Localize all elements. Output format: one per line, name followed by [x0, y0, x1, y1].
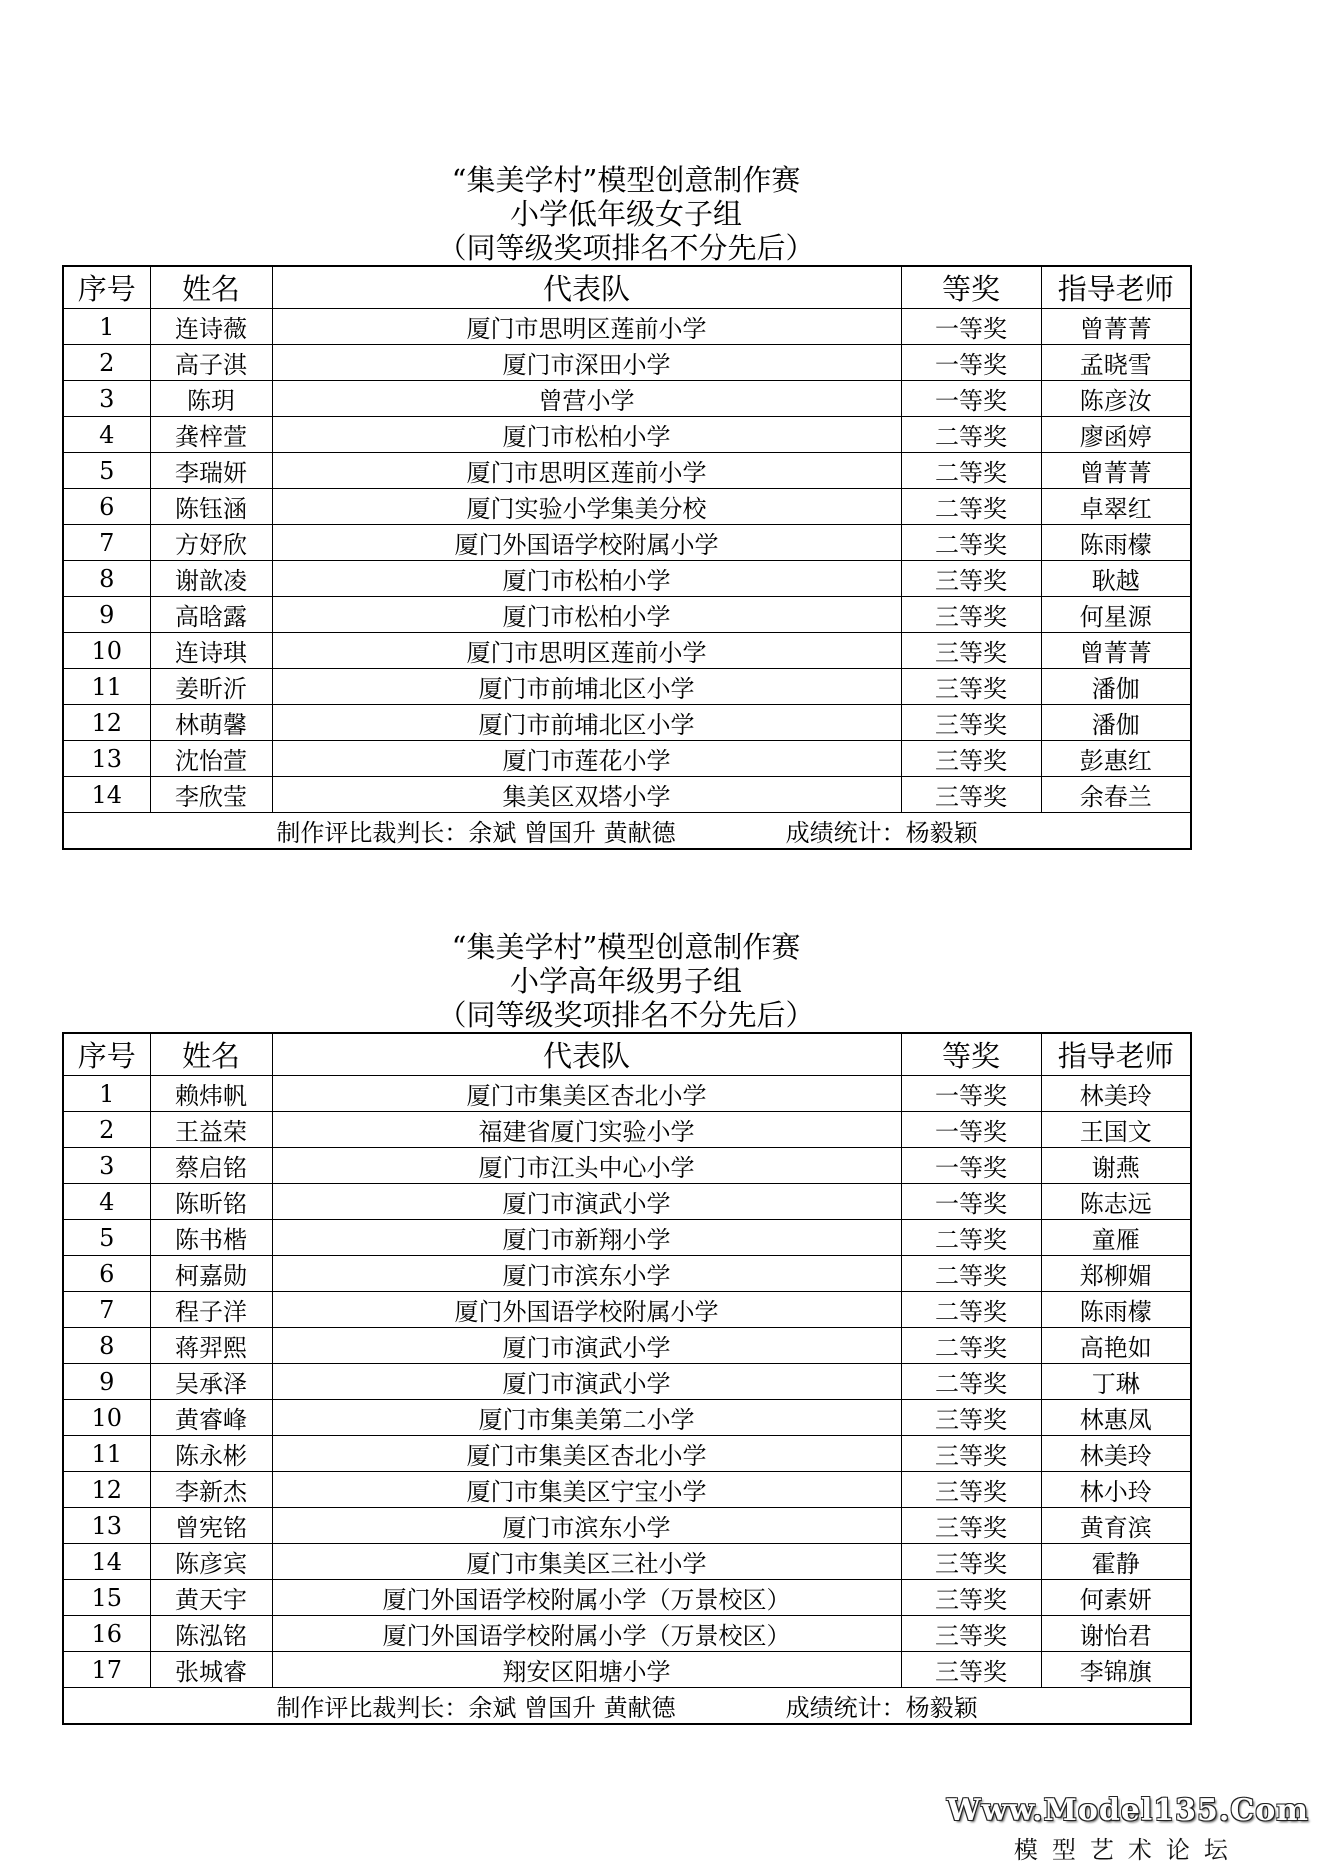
cell-index: 12: [63, 705, 150, 741]
table-row: [63, 561, 1191, 597]
cell-teacher: 曾菁菁: [1041, 633, 1191, 669]
table-row: [63, 1544, 1191, 1580]
table-row: [63, 1112, 1191, 1148]
cell-name: 李新杰: [150, 1472, 272, 1508]
cell-teacher: 彭惠红: [1041, 741, 1191, 777]
table-body: [63, 309, 1191, 813]
cell-teacher: 余春兰: [1041, 777, 1191, 813]
cell-award: 二等奖: [901, 1364, 1041, 1400]
cell-team: 翔安区阳塘小学: [272, 1652, 901, 1688]
cell-index: 17: [63, 1652, 150, 1688]
cell-name: 方妤欣: [150, 525, 272, 561]
section-title: “集美学村”模型创意制作赛: [451, 930, 801, 964]
cell-award: 三等奖: [901, 1544, 1041, 1580]
cell-teacher: 林美玲: [1041, 1436, 1191, 1472]
cell-award: 三等奖: [901, 633, 1041, 669]
cell-teacher: 丁琳: [1041, 1364, 1191, 1400]
site-watermark: [947, 1793, 1309, 1865]
cell-name: 陈永彬: [150, 1436, 272, 1472]
cell-name: 陈书楷: [150, 1220, 272, 1256]
table-header: [63, 266, 1191, 309]
table-row: [63, 1400, 1191, 1436]
cell-teacher: 陈志远: [1041, 1184, 1191, 1220]
cell-index: 5: [63, 1220, 150, 1256]
cell-team: 厦门市思明区莲前小学: [272, 453, 901, 489]
cell-award: 三等奖: [901, 777, 1041, 813]
table-row: [63, 1364, 1191, 1400]
cell-name: 蒋羿熙: [150, 1328, 272, 1364]
cell-team: 厦门外国语学校附属小学（万景校区）: [272, 1580, 901, 1616]
cell-teacher: 黄育滨: [1041, 1508, 1191, 1544]
cell-name: 高子淇: [150, 345, 272, 381]
cell-team: 厦门市集美区三社小学: [272, 1544, 901, 1580]
cell-award: 一等奖: [901, 1184, 1041, 1220]
results-section-2: [62, 930, 1190, 1725]
cell-team: 集美区双塔小学: [272, 777, 901, 813]
cell-name: 陈彦宾: [150, 1544, 272, 1580]
cell-award: 二等奖: [901, 525, 1041, 561]
table-body: [63, 1076, 1191, 1688]
cell-name: 柯嘉勋: [150, 1256, 272, 1292]
table-row: [63, 381, 1191, 417]
table-header: [63, 1033, 1191, 1076]
cell-index: 11: [63, 1436, 150, 1472]
cell-award: 一等奖: [901, 381, 1041, 417]
cell-award: 二等奖: [901, 1256, 1041, 1292]
cell-teacher: 卓翠红: [1041, 489, 1191, 525]
table-row: [63, 705, 1191, 741]
footer-row: [63, 1688, 1191, 1725]
table-row: [63, 345, 1191, 381]
table-row: [63, 489, 1191, 525]
cell-teacher: 潘伽: [1041, 705, 1191, 741]
cell-team: 厦门市江头中心小学: [272, 1148, 901, 1184]
cell-team: 厦门市滨东小学: [272, 1256, 901, 1292]
header-team: 代表队: [272, 266, 901, 309]
cell-name: 谢歆凌: [150, 561, 272, 597]
table-row: [63, 1292, 1191, 1328]
cell-team: 厦门市集美区宁宝小学: [272, 1472, 901, 1508]
cell-name: 赖炜帆: [150, 1076, 272, 1112]
cell-team: 厦门市深田小学: [272, 345, 901, 381]
cell-index: 4: [63, 417, 150, 453]
cell-name: 蔡启铭: [150, 1148, 272, 1184]
header-award: 等奖: [901, 1033, 1041, 1076]
cell-index: 13: [63, 1508, 150, 1544]
cell-team: 厦门外国语学校附属小学: [272, 525, 901, 561]
table-row: [63, 777, 1191, 813]
table-row: [63, 309, 1191, 345]
cell-index: 13: [63, 741, 150, 777]
cell-team: 厦门市演武小学: [272, 1184, 901, 1220]
cell-teacher: 谢怡君: [1041, 1616, 1191, 1652]
section-note: （同等级奖项排名不分先后）: [437, 998, 815, 1032]
cell-teacher: 耿越: [1041, 561, 1191, 597]
cell-teacher: 何星源: [1041, 597, 1191, 633]
cell-team: 厦门市新翔小学: [272, 1220, 901, 1256]
cell-name: 高晗露: [150, 597, 272, 633]
cell-teacher: 孟晓雪: [1041, 345, 1191, 381]
cell-team: 厦门市集美第二小学: [272, 1400, 901, 1436]
cell-teacher: 童雁: [1041, 1220, 1191, 1256]
cell-name: 连诗薇: [150, 309, 272, 345]
cell-teacher: 高艳如: [1041, 1328, 1191, 1364]
table-row: [63, 1616, 1191, 1652]
cell-index: 1: [63, 1076, 150, 1112]
cell-award: 二等奖: [901, 1328, 1041, 1364]
cell-index: 6: [63, 489, 150, 525]
cell-team: 厦门市演武小学: [272, 1364, 901, 1400]
table-row: [63, 669, 1191, 705]
cell-team: 曾营小学: [272, 381, 901, 417]
table-row: [63, 1220, 1191, 1256]
cell-index: 7: [63, 1292, 150, 1328]
cell-award: 一等奖: [901, 345, 1041, 381]
header-teacher: 指导老师: [1041, 1033, 1191, 1076]
header-name: 姓名: [150, 266, 272, 309]
cell-index: 14: [63, 1544, 150, 1580]
cell-teacher: 王国文: [1041, 1112, 1191, 1148]
table-row: [63, 1076, 1191, 1112]
table-row: [63, 1652, 1191, 1688]
cell-team: 厦门实验小学集美分校: [272, 489, 901, 525]
section-group: 小学高年级男子组: [509, 964, 742, 998]
header-index: 序号: [63, 266, 150, 309]
header-teacher: 指导老师: [1041, 266, 1191, 309]
cell-teacher: 何素妍: [1041, 1580, 1191, 1616]
cell-award: 三等奖: [901, 1580, 1041, 1616]
cell-award: 三等奖: [901, 1472, 1041, 1508]
cell-name: 陈玥: [150, 381, 272, 417]
cell-award: 一等奖: [901, 1148, 1041, 1184]
cell-award: 三等奖: [901, 597, 1041, 633]
cell-index: 14: [63, 777, 150, 813]
cell-teacher: 陈雨檬: [1041, 525, 1191, 561]
cell-teacher: 廖函婷: [1041, 417, 1191, 453]
cell-name: 吴承泽: [150, 1364, 272, 1400]
cell-name: 陈钰涵: [150, 489, 272, 525]
cell-teacher: 林惠凤: [1041, 1400, 1191, 1436]
table-footer: [63, 1688, 1191, 1725]
header-row: [63, 1033, 1191, 1076]
cell-team: 福建省厦门实验小学: [272, 1112, 901, 1148]
cell-teacher: 陈雨檬: [1041, 1292, 1191, 1328]
cell-award: 三等奖: [901, 741, 1041, 777]
table-row: [63, 1148, 1191, 1184]
cell-index: 12: [63, 1472, 150, 1508]
footer-judges: 制作评比裁判长：余斌 曾国升 黄献德: [276, 819, 676, 847]
cell-index: 3: [63, 1148, 150, 1184]
cell-award: 二等奖: [901, 453, 1041, 489]
cell-name: 陈泓铭: [150, 1616, 272, 1652]
cell-index: 4: [63, 1184, 150, 1220]
cell-team: 厦门市松柏小学: [272, 597, 901, 633]
table-row: [63, 1472, 1191, 1508]
section-group: 小学低年级女子组: [509, 197, 742, 231]
cell-team: 厦门外国语学校附属小学（万景校区）: [272, 1616, 901, 1652]
results-table: [62, 265, 1192, 850]
cell-index: 16: [63, 1616, 150, 1652]
cell-name: 连诗琪: [150, 633, 272, 669]
cell-name: 王益荣: [150, 1112, 272, 1148]
table-row: [63, 1508, 1191, 1544]
cell-award: 三等奖: [901, 561, 1041, 597]
cell-team: 厦门市集美区杏北小学: [272, 1076, 901, 1112]
cell-award: 二等奖: [901, 417, 1041, 453]
table-row: [63, 597, 1191, 633]
cell-teacher: 郑柳媚: [1041, 1256, 1191, 1292]
table-row: [63, 1436, 1191, 1472]
cell-name: 程子洋: [150, 1292, 272, 1328]
cell-teacher: 霍静: [1041, 1544, 1191, 1580]
cell-team: 厦门外国语学校附属小学: [272, 1292, 901, 1328]
header-index: 序号: [63, 1033, 150, 1076]
cell-index: 8: [63, 1328, 150, 1364]
footer-row: [63, 813, 1191, 850]
footer-stats: 成绩统计：杨毅颖: [785, 819, 978, 847]
cell-team: 厦门市莲花小学: [272, 741, 901, 777]
cell-index: 8: [63, 561, 150, 597]
cell-name: 陈昕铭: [150, 1184, 272, 1220]
table-row: [63, 1184, 1191, 1220]
table-row: [63, 417, 1191, 453]
header-team: 代表队: [272, 1033, 901, 1076]
cell-award: 三等奖: [901, 1652, 1041, 1688]
cell-index: 10: [63, 633, 150, 669]
section-note: （同等级奖项排名不分先后）: [437, 231, 815, 265]
table-row: [63, 1328, 1191, 1364]
cell-name: 沈怡萱: [150, 741, 272, 777]
cell-team: 厦门市演武小学: [272, 1328, 901, 1364]
cell-team: 厦门市松柏小学: [272, 417, 901, 453]
cell-index: 2: [63, 345, 150, 381]
cell-teacher: 林美玲: [1041, 1076, 1191, 1112]
cell-team: 厦门市滨东小学: [272, 1508, 901, 1544]
cell-teacher: 李锦旗: [1041, 1652, 1191, 1688]
cell-team: 厦门市前埔北区小学: [272, 669, 901, 705]
cell-award: 二等奖: [901, 1292, 1041, 1328]
cell-name: 林萌馨: [150, 705, 272, 741]
cell-index: 5: [63, 453, 150, 489]
cell-award: 二等奖: [901, 1220, 1041, 1256]
cell-team: 厦门市思明区莲前小学: [272, 309, 901, 345]
header-award: 等奖: [901, 266, 1041, 309]
footer-stats: 成绩统计：杨毅颖: [785, 1694, 978, 1722]
cell-index: 15: [63, 1580, 150, 1616]
table-row: [63, 1580, 1191, 1616]
cell-index: 9: [63, 1364, 150, 1400]
cell-name: 张城睿: [150, 1652, 272, 1688]
cell-name: 黄天宇: [150, 1580, 272, 1616]
cell-name: 龚梓萱: [150, 417, 272, 453]
cell-name: 曾宪铭: [150, 1508, 272, 1544]
cell-award: 一等奖: [901, 1076, 1041, 1112]
cell-award: 一等奖: [901, 309, 1041, 345]
cell-teacher: 潘伽: [1041, 669, 1191, 705]
cell-name: 李瑞妍: [150, 453, 272, 489]
cell-index: 7: [63, 525, 150, 561]
cell-name: 黄睿峰: [150, 1400, 272, 1436]
cell-team: 厦门市前埔北区小学: [272, 705, 901, 741]
cell-teacher: 曾菁菁: [1041, 453, 1191, 489]
table-row: [63, 525, 1191, 561]
cell-award: 三等奖: [901, 705, 1041, 741]
cell-award: 三等奖: [901, 1616, 1041, 1652]
header-name: 姓名: [150, 1033, 272, 1076]
cell-award: 三等奖: [901, 1508, 1041, 1544]
table-row: [63, 453, 1191, 489]
cell-index: 6: [63, 1256, 150, 1292]
cell-award: 三等奖: [901, 1400, 1041, 1436]
cell-index: 3: [63, 381, 150, 417]
cell-award: 三等奖: [901, 669, 1041, 705]
watermark-subtitle: 模型艺术论坛: [1013, 1836, 1242, 1864]
results-section-1: [62, 163, 1190, 850]
table-footer: [63, 813, 1191, 850]
table-row: [63, 741, 1191, 777]
cell-teacher: 谢燕: [1041, 1148, 1191, 1184]
table-row: [63, 633, 1191, 669]
cell-teacher: 林小玲: [1041, 1472, 1191, 1508]
cell-name: 姜昕沂: [150, 669, 272, 705]
cell-team: 厦门市松柏小学: [272, 561, 901, 597]
header-row: [63, 266, 1191, 309]
cell-teacher: 曾菁菁: [1041, 309, 1191, 345]
cell-award: 二等奖: [901, 489, 1041, 525]
footer-judges: 制作评比裁判长：余斌 曾国升 黄献德: [276, 1694, 676, 1722]
watermark-url: Www.Model135.Com: [946, 1793, 1309, 1828]
section-title: “集美学村”模型创意制作赛: [451, 163, 801, 197]
cell-team: 厦门市思明区莲前小学: [272, 633, 901, 669]
cell-name: 李欣莹: [150, 777, 272, 813]
cell-award: 一等奖: [901, 1112, 1041, 1148]
results-table: [62, 1032, 1192, 1725]
cell-index: 1: [63, 309, 150, 345]
cell-team: 厦门市集美区杏北小学: [272, 1436, 901, 1472]
table-row: [63, 1256, 1191, 1292]
cell-index: 2: [63, 1112, 150, 1148]
cell-index: 10: [63, 1400, 150, 1436]
cell-award: 三等奖: [901, 1436, 1041, 1472]
cell-index: 11: [63, 669, 150, 705]
cell-index: 9: [63, 597, 150, 633]
cell-teacher: 陈彦汝: [1041, 381, 1191, 417]
